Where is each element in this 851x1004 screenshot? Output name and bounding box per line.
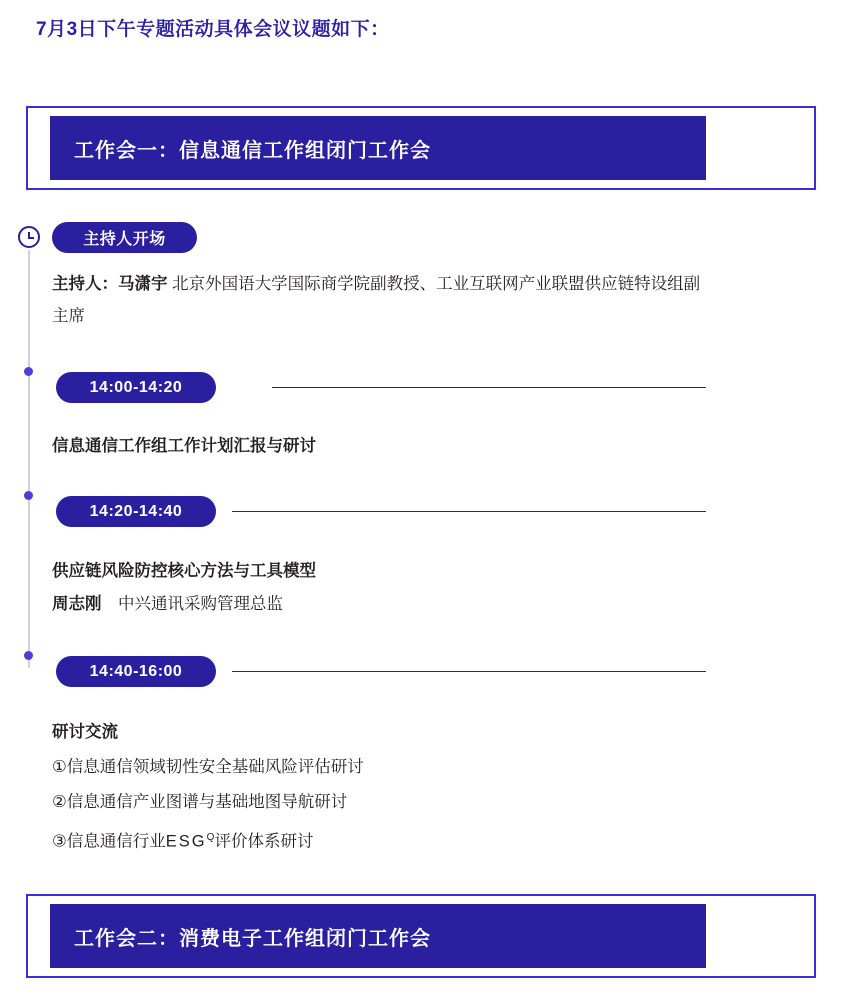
host-prefix: 主持人： [52, 275, 118, 293]
agenda-sublist-3 [52, 750, 702, 860]
session-banner-1-label: 工作会一：信息通信工作组闭门工作会 [74, 139, 431, 162]
agenda-time-1: 14:00-14:20 [56, 372, 216, 403]
agenda-subitem-1: ①信息通信领域韧性安全基础风险评估研讨 [52, 758, 364, 776]
host-pill: 主持人开场 [52, 222, 197, 253]
agenda-subitem-3 [52, 820, 702, 860]
host-name: 马潇宇 [118, 275, 168, 293]
session-banner-2-label: 工作会二：消费电子工作组闭门工作会 [74, 927, 431, 950]
host-affiliation: 北京外国语大学国际商学院副教授、工业互联网产业联盟供应链特设组副主席 [52, 275, 701, 325]
timeline-dot-1 [24, 367, 33, 376]
agenda-title-1: 信息通信工作组工作计划汇报与研讨 [52, 437, 316, 455]
timeline-track [28, 250, 30, 668]
clock-icon [18, 226, 40, 248]
session-banner-2 [50, 904, 706, 968]
agenda-title-3: 研讨交流 [52, 723, 118, 741]
agenda-subitem-3-prefix: ③信息通信行业 [52, 832, 166, 851]
agenda-subitem-3-sup: Q [206, 832, 215, 843]
agenda-speaker-2 [52, 588, 702, 620]
agenda-rule-2 [232, 511, 706, 512]
agenda-subitem-3-esg: ESG [165, 832, 207, 851]
agenda-time-3: 14:40-16:00 [56, 656, 216, 687]
timeline-dot-2 [24, 491, 33, 500]
agenda-time-2: 14:20-14:40 [56, 496, 216, 527]
page-title: 7月3日下午专题活动具体会议议题如下： [36, 19, 390, 40]
agenda-subitem-3-suffix: 评价体系研讨 [214, 832, 314, 851]
agenda-title-2: 供应链风险防控核心方法与工具模型 [52, 562, 316, 580]
agenda-rule-1 [272, 387, 706, 388]
agenda-rule-3 [232, 671, 706, 672]
session-banner-1 [50, 116, 706, 180]
agenda-subitem-2: ②信息通信产业图谱与基础地图导航研讨 [52, 793, 348, 811]
timeline-dot-3 [24, 651, 33, 660]
agenda-speaker-2-name: 周志刚 [52, 595, 102, 613]
agenda-speaker-2-title: 中兴通讯采购管理总监 [101, 595, 283, 613]
host-text [52, 268, 702, 332]
